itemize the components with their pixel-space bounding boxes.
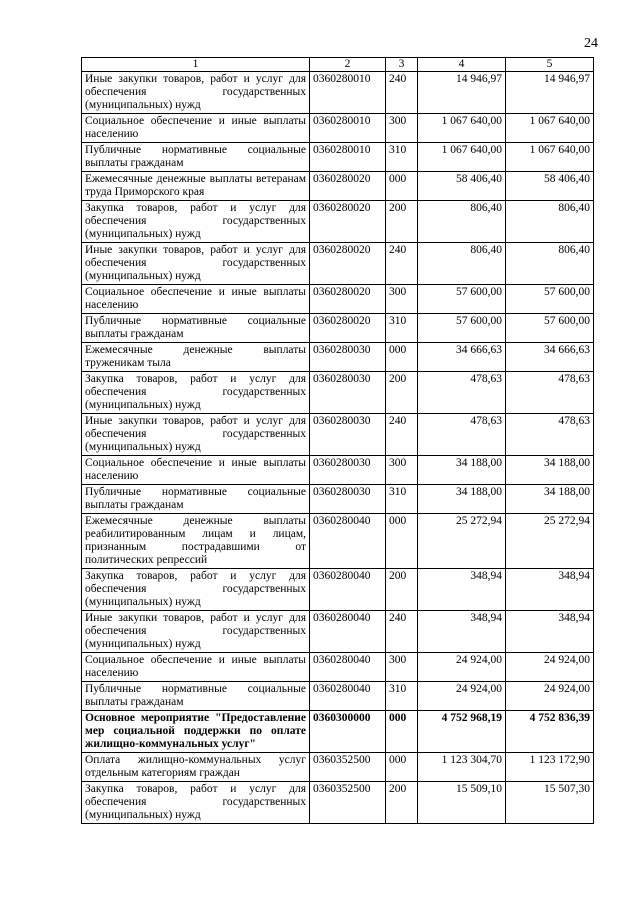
row-value-2-cell: 57 600,00 <box>506 285 594 314</box>
row-code-cell: 0360280020 <box>310 314 386 343</box>
row-code-cell: 0360280020 <box>310 201 386 243</box>
table-row <box>82 611 594 653</box>
table-body <box>82 58 594 824</box>
row-value-2-cell: 478,63 <box>506 414 594 456</box>
row-name-cell: Ежемесячные денежные выплаты труженикам тыла <box>82 343 310 372</box>
row-type-cell: 310 <box>386 314 418 343</box>
table-row <box>82 285 594 314</box>
header-cell: 4 <box>418 58 506 72</box>
row-value-2-cell: 15 507,30 <box>506 782 594 824</box>
row-code-cell: 0360280030 <box>310 456 386 485</box>
row-code-cell: 0360300000 <box>310 711 386 753</box>
row-value-1-cell: 24 924,00 <box>418 682 506 711</box>
table-row <box>82 711 594 753</box>
row-name-cell: Иные закупки товаров, работ и услуг для обеспечения государственных (муниципальных) нужд <box>82 243 310 285</box>
table-header-row <box>82 58 594 72</box>
row-value-2-cell: 348,94 <box>506 569 594 611</box>
row-value-1-cell: 14 946,97 <box>418 72 506 114</box>
row-type-cell: 300 <box>386 653 418 682</box>
row-code-cell: 0360280030 <box>310 485 386 514</box>
header-cell: 3 <box>386 58 418 72</box>
row-type-cell: 000 <box>386 172 418 201</box>
row-value-1-cell: 348,94 <box>418 569 506 611</box>
row-code-cell: 0360280030 <box>310 372 386 414</box>
table-row <box>82 782 594 824</box>
row-type-cell: 300 <box>386 456 418 485</box>
row-value-1-cell: 1 067 640,00 <box>418 143 506 172</box>
row-code-cell: 0360280020 <box>310 285 386 314</box>
row-code-cell: 0360280020 <box>310 243 386 285</box>
row-type-cell: 310 <box>386 485 418 514</box>
row-value-1-cell: 1 067 640,00 <box>418 114 506 143</box>
table-row <box>82 414 594 456</box>
row-value-2-cell: 348,94 <box>506 611 594 653</box>
page-number: 24 <box>584 36 598 51</box>
row-name-cell: Социальное обеспечение и иные выплаты населению <box>82 456 310 485</box>
row-type-cell: 240 <box>386 72 418 114</box>
row-value-1-cell: 478,63 <box>418 414 506 456</box>
row-type-cell: 310 <box>386 682 418 711</box>
row-value-1-cell: 57 600,00 <box>418 314 506 343</box>
row-value-2-cell: 1 123 172,90 <box>506 753 594 782</box>
table-row <box>82 314 594 343</box>
table-row <box>82 114 594 143</box>
row-code-cell: 0360280040 <box>310 682 386 711</box>
row-type-cell: 200 <box>386 569 418 611</box>
row-code-cell: 0360280010 <box>310 114 386 143</box>
row-name-cell: Публичные нормативные социальные выплаты гражданам <box>82 485 310 514</box>
row-name-cell: Социальное обеспечение и иные выплаты населению <box>82 114 310 143</box>
row-name-cell: Иные закупки товаров, работ и услуг для обеспечения государственных (муниципальных) нужд <box>82 72 310 114</box>
header-cell: 5 <box>506 58 594 72</box>
row-code-cell: 0360280030 <box>310 343 386 372</box>
row-value-1-cell: 58 406,40 <box>418 172 506 201</box>
row-value-2-cell: 24 924,00 <box>506 653 594 682</box>
row-value-1-cell: 57 600,00 <box>418 285 506 314</box>
budget-table <box>81 57 594 824</box>
row-name-cell: Иные закупки товаров, работ и услуг для обеспечения государственных (муниципальных) нужд <box>82 611 310 653</box>
table-row <box>82 372 594 414</box>
row-code-cell: 0360280040 <box>310 569 386 611</box>
row-name-cell: Закупка товаров, работ и услуг для обеспечения государственных (муниципальных) нужд <box>82 569 310 611</box>
row-code-cell: 0360280040 <box>310 514 386 569</box>
row-value-2-cell: 806,40 <box>506 201 594 243</box>
table-row <box>82 143 594 172</box>
row-name-cell: Ежемесячные денежные выплаты реабилитированным лицам и лицам, признанным пострадавшими от политических репрессий <box>82 514 310 569</box>
row-type-cell: 000 <box>386 514 418 569</box>
row-value-2-cell: 1 067 640,00 <box>506 114 594 143</box>
row-value-2-cell: 478,63 <box>506 372 594 414</box>
row-value-2-cell: 34 666,63 <box>506 343 594 372</box>
row-type-cell: 000 <box>386 343 418 372</box>
row-code-cell: 0360352500 <box>310 753 386 782</box>
row-value-1-cell: 34 188,00 <box>418 485 506 514</box>
row-value-1-cell: 806,40 <box>418 201 506 243</box>
row-code-cell: 0360280030 <box>310 414 386 456</box>
row-value-1-cell: 806,40 <box>418 243 506 285</box>
table-row <box>82 343 594 372</box>
row-value-1-cell: 4 752 968,19 <box>418 711 506 753</box>
row-type-cell: 200 <box>386 201 418 243</box>
row-value-1-cell: 34 666,63 <box>418 343 506 372</box>
table-row <box>82 201 594 243</box>
row-value-1-cell: 478,63 <box>418 372 506 414</box>
row-name-cell: Социальное обеспечение и иные выплаты населению <box>82 285 310 314</box>
row-value-2-cell: 4 752 836,39 <box>506 711 594 753</box>
table-row <box>82 485 594 514</box>
row-name-cell: Закупка товаров, работ и услуг для обеспечения государственных (муниципальных) нужд <box>82 201 310 243</box>
row-value-1-cell: 24 924,00 <box>418 653 506 682</box>
row-name-cell: Иные закупки товаров, работ и услуг для обеспечения государственных (муниципальных) нужд <box>82 414 310 456</box>
row-value-2-cell: 25 272,94 <box>506 514 594 569</box>
row-type-cell: 310 <box>386 143 418 172</box>
row-name-cell: Ежемесячные денежные выплаты ветеранам труда Приморского края <box>82 172 310 201</box>
table-row <box>82 72 594 114</box>
row-name-cell: Публичные нормативные социальные выплаты гражданам <box>82 682 310 711</box>
table-row <box>82 514 594 569</box>
row-value-2-cell: 58 406,40 <box>506 172 594 201</box>
table-row <box>82 569 594 611</box>
row-value-1-cell: 1 123 304,70 <box>418 753 506 782</box>
row-type-cell: 300 <box>386 285 418 314</box>
row-value-2-cell: 34 188,00 <box>506 485 594 514</box>
row-code-cell: 0360280040 <box>310 611 386 653</box>
row-name-cell: Основное мероприятие "Предоставление мер социальной поддержки по оплате жилищно-коммунальных услуг" <box>82 711 310 753</box>
row-code-cell: 0360280010 <box>310 143 386 172</box>
table-row <box>82 456 594 485</box>
row-type-cell: 000 <box>386 711 418 753</box>
row-value-2-cell: 57 600,00 <box>506 314 594 343</box>
row-type-cell: 000 <box>386 753 418 782</box>
row-value-2-cell: 34 188,00 <box>506 456 594 485</box>
row-value-2-cell: 14 946,97 <box>506 72 594 114</box>
row-name-cell: Закупка товаров, работ и услуг для обеспечения государственных (муниципальных) нужд <box>82 782 310 824</box>
header-cell: 2 <box>310 58 386 72</box>
row-code-cell: 0360352500 <box>310 782 386 824</box>
row-code-cell: 0360280040 <box>310 653 386 682</box>
row-value-1-cell: 348,94 <box>418 611 506 653</box>
row-value-2-cell: 806,40 <box>506 243 594 285</box>
table-row <box>82 172 594 201</box>
row-value-2-cell: 1 067 640,00 <box>506 143 594 172</box>
row-name-cell: Социальное обеспечение и иные выплаты населению <box>82 653 310 682</box>
table-row <box>82 753 594 782</box>
row-type-cell: 240 <box>386 611 418 653</box>
row-name-cell: Публичные нормативные социальные выплаты гражданам <box>82 143 310 172</box>
table-row <box>82 682 594 711</box>
row-name-cell: Оплата жилищно-коммунальных услуг отдельным категориям граждан <box>82 753 310 782</box>
row-code-cell: 0360280010 <box>310 72 386 114</box>
header-cell: 1 <box>82 58 310 72</box>
row-code-cell: 0360280020 <box>310 172 386 201</box>
row-type-cell: 300 <box>386 114 418 143</box>
table-row <box>82 243 594 285</box>
row-type-cell: 200 <box>386 782 418 824</box>
row-type-cell: 240 <box>386 414 418 456</box>
row-type-cell: 200 <box>386 372 418 414</box>
row-name-cell: Закупка товаров, работ и услуг для обеспечения государственных (муниципальных) нужд <box>82 372 310 414</box>
table-row <box>82 653 594 682</box>
row-name-cell: Публичные нормативные социальные выплаты гражданам <box>82 314 310 343</box>
row-type-cell: 240 <box>386 243 418 285</box>
row-value-1-cell: 15 509,10 <box>418 782 506 824</box>
row-value-1-cell: 34 188,00 <box>418 456 506 485</box>
row-value-1-cell: 25 272,94 <box>418 514 506 569</box>
row-value-2-cell: 24 924,00 <box>506 682 594 711</box>
